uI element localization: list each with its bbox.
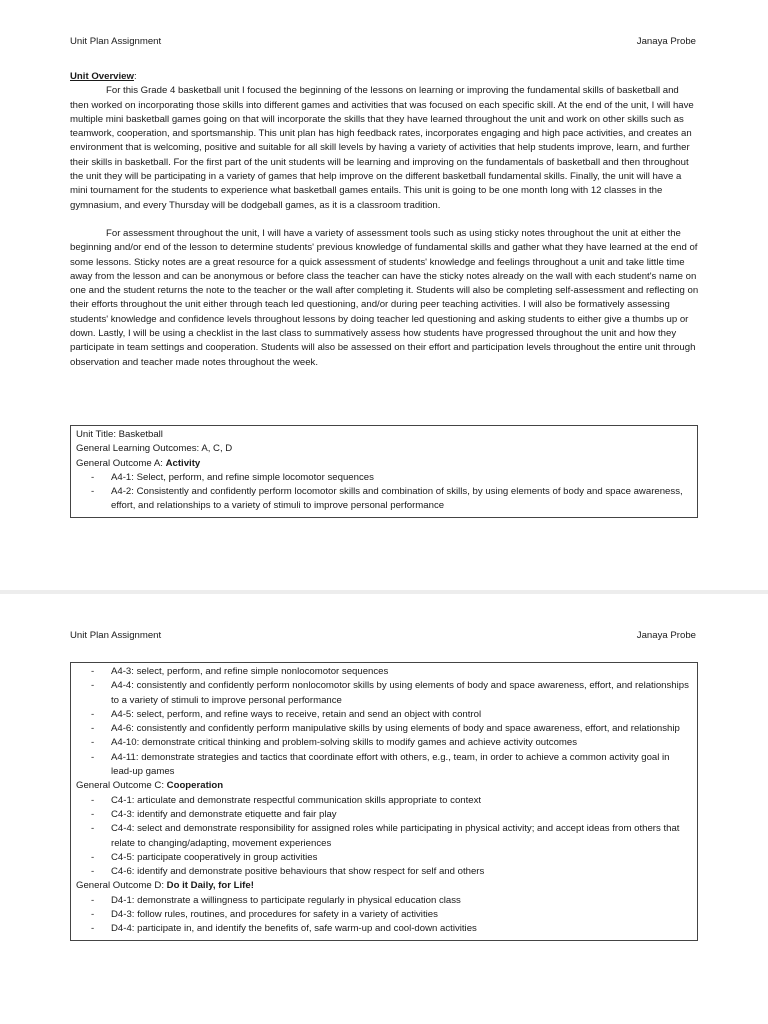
- overview-paragraph-2: For assessment throughout the unit, I will have a variety of assessment tools such as using sticky notes throughout the unit at either the beginning and/or end of the lesson to determine students' previous knowledge of fundamental skills and gather what they have learned at the end of some lessons. Sticky notes are a great resource for a quick assessment of students' knowledge and feelings throughout a unit and take little time away from the lesson and can be anonymous or before class the teacher can have the sticky notes already on the wall with each student's name on one and the student returns the note to the teacher or the wall after completing it. Students will also be completing self-assessment and reflecting on their efforts throughout the unit either through teach led questioning, and/or during peer teaching activities. I will also be formatively assessing students' knowledge and confidence levels throughout lessons by doing teacher led questioning and asking students to either give a thumbs up or down. Lastly, I will be using a checklist in the last class to summatively assess how students have progressed throughout the unit and how they participate in team settings and cooperation. Students will also be assessed on their effort and participation levels throughout the entire unit through observation and teacher made notes throughout the week.: [70, 227, 699, 368]
- header-left: Unit Plan Assignment: [70, 36, 162, 47]
- unit-overview: [70, 70, 700, 370]
- header-right: Janaya Probe: [636, 630, 696, 641]
- list-item: - A4-4: consistently and confidently perform nonlocomotor skills by using elements of body and space awareness, effort, and relationships to a variety of stimuli to improve personal performance: [91, 680, 689, 706]
- unit-title: Unit Title: Basketball: [76, 429, 163, 440]
- overview-paragraph-1: For this Grade 4 basketball unit I focused the beginning of the lessons on learning or improving the fundamental skills of basketball and then worked on incorporating those skills into different games and activities that was focused on each specific skill. At the end of the unit, I will have multiple mini basketball games going on that will incorporate the skills that they have learned throughout the unit and work on other skills such as teamwork, cooperation, and sportsmanship. This unit plan has high feedback rates, incorporates engaging and high pace activities, and creates an environment that is welcoming, positive and suitable for all skill levels by having a variety of activities that help students improve, learn, and further their skills in basketball. For the first part of the unit students will be learning and improving on the fundamentals of basketball and then throughout the unit they will be participating in a variety of games that help improve on the different basketball fundamental skills. Finally, the unit will have a mini tournament for the students to experience what basketball games entails. This unit is going to be one month long with 12 classes in the gymnasium, and every Thursday will be dodgeball games, as it is a classroom tradition.: [70, 85, 694, 211]
- outcomes-box-2: [70, 662, 698, 941]
- outcome-d-list: [76, 894, 692, 937]
- list-item: - A4-1: Select, perform, and refine simple locomotor sequences: [91, 471, 374, 483]
- list-item: - C4-5: participate cooperatively in group activities: [91, 851, 318, 863]
- list-item: - D4-1: demonstrate a willingness to participate regularly in physical education class: [91, 894, 461, 906]
- outcome-a-heading: General Outcome A: Activity: [76, 457, 201, 469]
- header-left: Unit Plan Assignment: [70, 630, 162, 641]
- list-item: - A4-2: Consistently and confidently perform locomotor skills and combination of skills, by using elements of body and space awareness, effort, and relationships to a variety of stimuli to improve personal performance: [91, 486, 683, 512]
- outcome-a-list: [76, 471, 692, 514]
- outcome-d-heading: General Outcome D: Do it Daily, for Life!: [76, 880, 254, 892]
- page-header: [70, 630, 696, 641]
- page-header: [70, 36, 696, 47]
- list-item: - A4-11: demonstrate strategies and tactics that coordinate effort with others, e.g., team, in order to achieve a common activity goal in lead-up games: [91, 751, 670, 778]
- outcomes-box-1: [70, 425, 698, 518]
- overview-heading: Unit Overview:: [70, 71, 137, 82]
- list-item: - A4-5: select, perform, and refine ways to receive, retain and send an object with control: [91, 708, 482, 720]
- list-item: - D4-4: participate in, and identify the benefits of, safe warm-up and cool-down activities: [91, 923, 477, 935]
- list-item: - C4-6: identify and demonstrate positive behaviours that show respect for self and others: [91, 866, 485, 878]
- list-item: - C4-1: articulate and demonstrate respectful communication skills appropriate to context: [91, 794, 482, 806]
- outcome-c-list: [76, 794, 692, 880]
- list-item: - A4-3: select, perform, and refine simple nonlocomotor sequences: [91, 666, 389, 677]
- list-item: - A4-6: consistently and confidently perform manipulative skills by using elements of body and space awareness, effort, and relationship: [91, 723, 680, 735]
- list-item: - A4-10: demonstrate critical thinking and problem-solving skills to modify games and achieve activity outcomes: [91, 737, 578, 749]
- general-learning-outcomes: General Learning Outcomes: A, C, D: [76, 443, 233, 455]
- outcome-a-list-continued: [76, 665, 692, 779]
- outcome-c-heading: General Outcome C: Cooperation: [76, 780, 224, 792]
- header-right: Janaya Probe: [636, 36, 696, 47]
- list-item: - C4-4: select and demonstrate responsibility for assigned roles while participating in physical activity; and accept ideas from others that relate to changing/adapting, movement experiences: [91, 823, 680, 849]
- list-item: - D4-3: follow rules, routines, and procedures for safety in a variety of activities: [91, 909, 438, 921]
- list-item: - C4-3: identify and demonstrate etiquette and fair play: [91, 808, 337, 820]
